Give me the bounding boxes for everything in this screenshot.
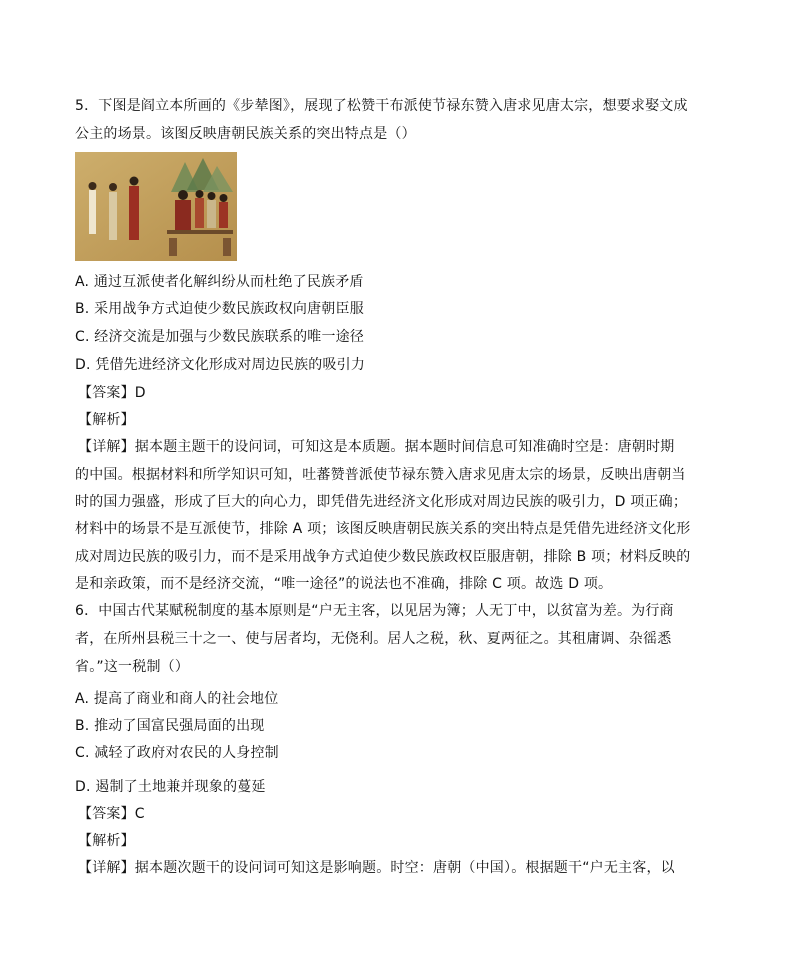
q5-analysis-label: 【解析】	[78, 412, 135, 428]
q5-option-b: B. 采用战争方式迫使少数民族政权向唐朝臣服	[75, 301, 364, 317]
q5-option-d: D. 凭借先进经济文化形成对周边民族的吸引力	[75, 357, 366, 373]
q6-option-b: B. 推动了国富民强局面的出现	[75, 718, 265, 734]
q6-option-d: D. 遏制了土地兼并现象的蔓延	[75, 779, 266, 795]
q6-stem-line1: 6．中国古代某赋税制度的基本原则是“户无主客，以见居为簿；人无丁中，以贫富为差。为行商	[75, 603, 674, 619]
q5-option-a: A. 通过互派使者化解纠纷从而杜绝了民族矛盾	[75, 274, 364, 290]
q5-option-c: C. 经济交流是加强与少数民族联系的唯一途径	[75, 329, 365, 345]
q5-detail-line1: 【详解】据本题主题干的设问词，可知这是本质题。据本题时间信息可知准确时空是：唐朝时期	[78, 439, 675, 455]
q5-detail-line2: 的中国。根据材料和所学知识可知，吐蕃赞普派使节禄东赞入唐求见唐太宗的场景，反映出唐朝当	[75, 467, 686, 483]
q6-option-c: C. 减轻了政府对农民的人身控制	[75, 745, 279, 761]
q6-stem-line3: 省。”这一税制（）	[75, 659, 190, 675]
painting-image	[75, 152, 237, 261]
q5-stem-line2: 公主的场景。该图反映唐朝民族关系的突出特点是（）	[75, 126, 416, 142]
q6-analysis-label: 【解析】	[78, 833, 135, 849]
q5-detail-line5: 成对周边民族的吸引力，而不是采用战争方式迫使少数民族政权臣服唐朝，排除 B 项；材料反映的	[75, 549, 691, 565]
q5-detail-line3: 时的国力强盛，形成了巨大的向心力，即凭借先进经济文化形成对周边民族的吸引力，D 项正确；	[75, 494, 688, 510]
q6-option-a: A. 提高了商业和商人的社会地位	[75, 691, 279, 707]
q5-answer: 【答案】D	[78, 385, 146, 401]
q5-stem-line1: 5．下图是阎立本所画的《步辇图》，展现了松赞干布派使节禄东赞入唐求见唐太宗，想要求娶文成	[75, 98, 688, 114]
q6-stem-line2: 者，在所州县税三十之一、使与居者均，无侥利。居人之税，秋、夏两征之。其租庸调、杂徭悉	[75, 631, 672, 647]
q6-answer: 【答案】C	[78, 806, 145, 822]
q5-detail-line6: 是和亲政策，而不是经济交流，“唯一途径”的说法也不准确，排除 C 项。故选 D 项。	[75, 576, 613, 592]
q6-detail-line1: 【详解】据本题次题干的设问词可知这是影响题。时空：唐朝（中国）。根据题干“户无主客，以	[78, 860, 675, 876]
q5-detail-line4: 材料中的场景不是互派使节，排除 A 项；该图反映唐朝民族关系的突出特点是凭借先进经济文化形	[75, 521, 691, 537]
